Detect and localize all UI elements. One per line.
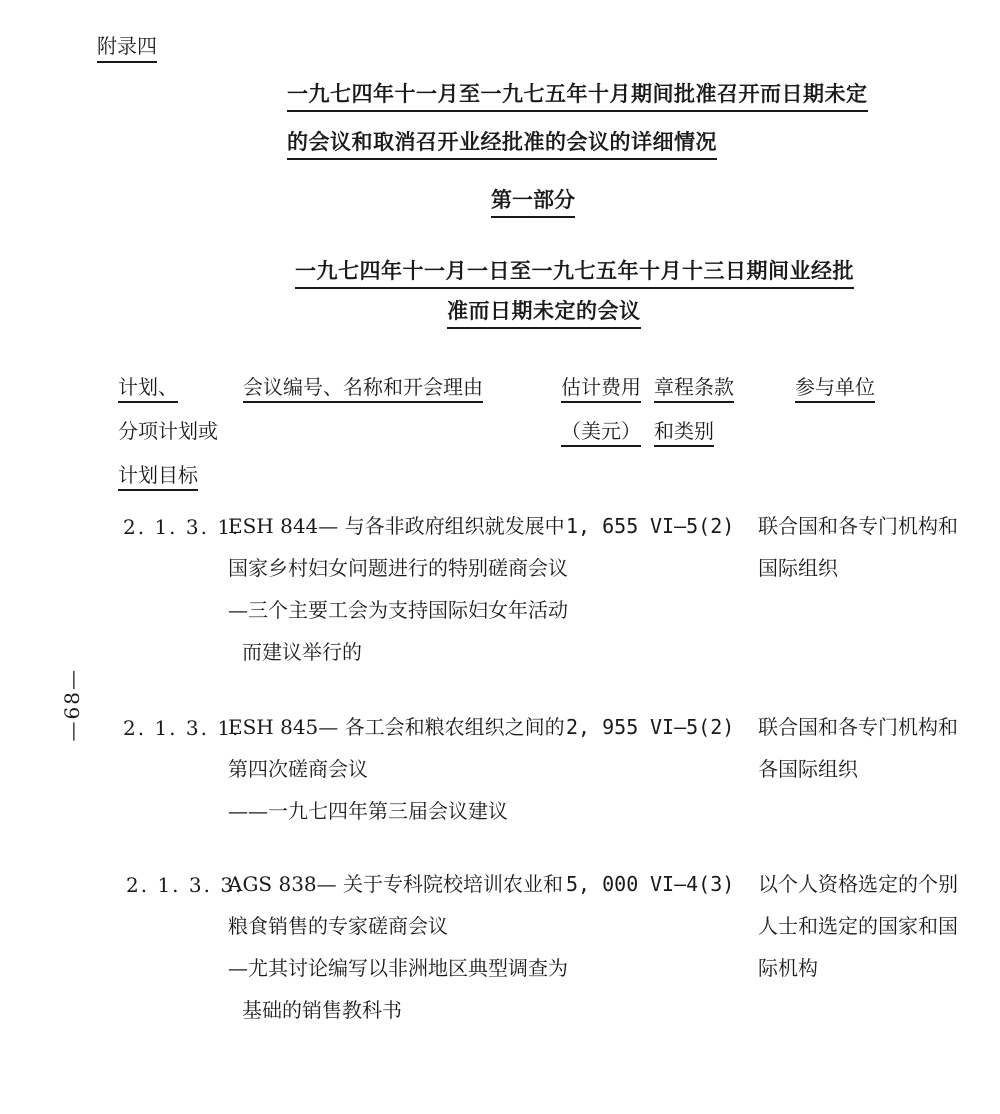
header-cost-line-1: 估计费用 bbox=[561, 375, 641, 403]
header-meeting-label: 会议编号、名称和开会理由 bbox=[243, 375, 483, 403]
document-title-line-1: 一九七四年十一月至一九七五年十月期间批准召开而日期未定 bbox=[287, 78, 868, 112]
row-2-cost: 2, 955 bbox=[566, 715, 639, 739]
row-1-program-code: 2. 1. 3. 1. bbox=[123, 515, 241, 539]
header-program bbox=[118, 365, 218, 497]
row-1-meeting-line-2: 国家乡村妇女问题进行的特别磋商会议 bbox=[228, 556, 568, 580]
header-participants-label: 参与单位 bbox=[795, 375, 875, 403]
header-cost-line-2: （美元） bbox=[561, 419, 641, 447]
row-3-meeting-line-3: —尤其讨论编写以非洲地区典型调查为 bbox=[228, 956, 568, 980]
row-1-meeting-line-3: —三个主要工会为支持国际妇女年活动 bbox=[228, 598, 568, 622]
row-3-cost: 5, 000 bbox=[566, 872, 639, 896]
header-participants bbox=[795, 365, 875, 409]
row-1-participants bbox=[758, 505, 958, 589]
row-2-meeting-line-2: 第四次磋商会议 bbox=[228, 757, 368, 781]
header-article bbox=[654, 365, 734, 453]
header-program-line-3: 计划目标 bbox=[118, 463, 198, 491]
row-1-cost: 1, 655 bbox=[566, 514, 639, 538]
row-1-meeting bbox=[228, 505, 568, 673]
row-3-program-code: 2. 1. 3. 3. bbox=[126, 873, 244, 897]
row-1-participants-line-2: 国际组织 bbox=[758, 556, 838, 580]
row-2-participants-line-1: 联合国和各专门机构和 bbox=[758, 715, 958, 739]
row-3-participants-line-1: 以个人资格选定的个别 bbox=[758, 872, 958, 896]
document-title-line-2: 的会议和取消召开业经批准的会议的详细情况 bbox=[287, 126, 717, 160]
row-1-meeting-line-1: ESH 844— 与各非政府组织就发展中 bbox=[228, 514, 565, 538]
row-2-meeting-line-1: ESH 845— 各工会和粮农组织之间的 bbox=[228, 715, 565, 739]
row-3-meeting-line-2: 粮食销售的专家磋商会议 bbox=[228, 914, 448, 938]
row-3-participants-line-2: 人士和选定的国家和国 bbox=[758, 914, 958, 938]
header-article-line-2: 和类别 bbox=[654, 419, 714, 447]
header-program-line-2: 分项计划或 bbox=[118, 419, 218, 443]
header-cost bbox=[561, 365, 641, 453]
row-1-meeting-line-4: 而建议举行的 bbox=[242, 640, 362, 664]
row-3-meeting-line-1: AGS 838— 关于专科院校培训农业和 bbox=[228, 872, 564, 896]
part-heading: 第一部分 bbox=[491, 184, 575, 218]
row-1-article: VI—5(2) bbox=[650, 514, 735, 538]
row-3-participants bbox=[758, 863, 958, 989]
subtitle-line-2: 准而日期未定的会议 bbox=[447, 295, 641, 329]
row-1-participants-line-1: 联合国和各专门机构和 bbox=[758, 514, 958, 538]
row-2-participants bbox=[758, 706, 958, 790]
row-3-meeting-line-4: 基础的销售教科书 bbox=[242, 998, 402, 1022]
row-3-article: VI—4(3) bbox=[650, 872, 735, 896]
row-2-meeting bbox=[228, 706, 565, 832]
appendix-label: 附录四 bbox=[97, 30, 157, 63]
header-program-line-1: 计划、 bbox=[118, 375, 178, 403]
page-number: —68— bbox=[60, 668, 84, 742]
header-meeting bbox=[243, 365, 483, 409]
row-2-article: VI—5(2) bbox=[650, 715, 735, 739]
row-3-meeting bbox=[228, 863, 568, 1031]
subtitle-line-1: 一九七四年十一月一日至一九七五年十月十三日期间业经批 bbox=[295, 255, 854, 289]
row-3-participants-line-3: 际机构 bbox=[758, 956, 818, 980]
row-2-meeting-line-3: ——一九七四年第三届会议建议 bbox=[228, 799, 508, 823]
row-2-program-code: 2. 1. 3. 1. bbox=[123, 716, 241, 740]
header-article-line-1: 章程条款 bbox=[654, 375, 734, 403]
row-2-participants-line-2: 各国际组织 bbox=[758, 757, 858, 781]
